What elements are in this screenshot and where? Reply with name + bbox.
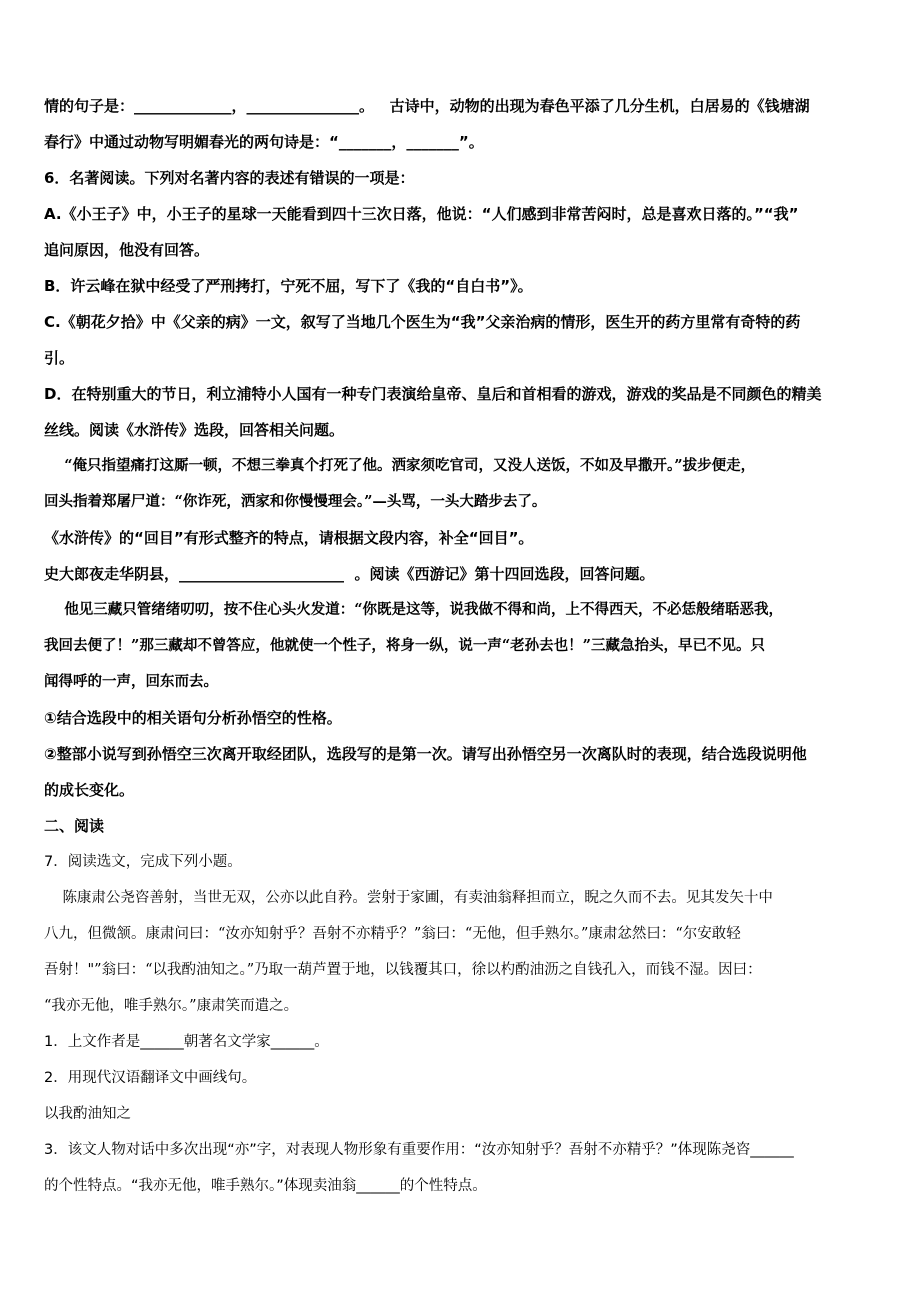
text-line: 情的句子是：_____________，_______________。 古诗中，动物的出现为春色平添了几分生机，白居易的《钱塘湖 (44, 97, 810, 115)
text-line: 引。 (44, 349, 75, 367)
text-line: 《水浒传》的“回目”有形式整齐的特点，请根据文段内容，补全“回目”。 (44, 529, 534, 547)
document-page (44, 88, 876, 1204)
text-line: 史大郎夜走华阴县，______________________ 。阅读《西游记》第十四回选段，回答问题。 (44, 565, 655, 583)
text-line: ①结合选段中的相关语句分析孙悟空的性格。 (44, 709, 342, 727)
text-line: 丝线。阅读《水浒传》选段，回答相关问题。 (44, 421, 345, 439)
text-line: 回头指着郑屠尸道：“你诈死，洒家和你慢慢理会。”—头骂，一头大踏步去了。 (44, 493, 547, 510)
text-line: 的成长变化。 (44, 781, 135, 799)
text-line: 他见三藏只管绪绪叨叨，按不住心头火发道：“你既是这等，说我做不得和尚，上不得西天，不必恁般绪聒恶我， (44, 601, 784, 618)
text-line: ②整部小说写到孙悟空三次离开取经团队，选段写的是第一次。请写出孙悟空另一次离队时的表现，结合选段说明他 (44, 745, 807, 763)
text-line: 追问原因，他没有回答。 (44, 241, 210, 259)
section-heading: 二、阅读 (44, 817, 105, 835)
text-line: B．许云峰在狱中经受了严刑拷打，宁死不屈，写下了《我的“自白书”》。 (44, 277, 533, 295)
text-line: 7．阅读选文，完成下列小题。 (44, 854, 242, 870)
text-line: 3．该文人物对话中多次出现“亦”字，对表现人物形象有重要作用：“汝亦知射乎？吾射不亦精乎？”体现陈尧咨______ (44, 1142, 794, 1158)
text-line: 春行》中通过动物写明媚春光的两句诗是：“_______，_______”。 (44, 133, 484, 151)
text-line: “俺只指望痛打这厮一顿，不想三拳真个打死了他。洒家须吃官司，又没人送饭，不如及早撒开。”拔步便走， (44, 457, 756, 474)
text-line: “我亦无他，唯手熟尔。”康肃笑而遣之。 (44, 998, 299, 1014)
text-line: 1．上文作者是______朝著名文学家______。 (44, 1034, 329, 1050)
text-line: 陈康肃公尧咨善射，当世无双，公亦以此自矜。尝射于家圃，有卖油翁释担而立，睨之久而不去。见其发矢十中 (44, 890, 773, 906)
text-line: A.《小王子》中，小王子的星球一天能看到四十三次日落，他说：“人们感到非常苦闷时，总是喜欢日落的。”“我” (44, 205, 799, 223)
text-line: 2．用现代汉语翻译文中画线句。 (44, 1070, 257, 1086)
text-line: 以我酌油知之 (44, 1106, 131, 1122)
text-line: D．在特别重大的节日，利立浦特小人国有一种专门表演给皇帝、皇后和首相看的游戏，游戏的奖品是不同颜色的精美 (44, 385, 822, 403)
text-line: 吾射！"”翁曰：“以我酌油知之。”乃取一葫芦置于地，以钱覆其口，徐以杓酌油沥之自钱孔入，而钱不湿。因曰： (44, 962, 762, 978)
text-line: C.《朝花夕拾》中《父亲的病》一文，叙写了当地几个医生为“我”父亲治病的情形，医生开的药方里常有奇特的药 (44, 313, 801, 331)
text-line: 闻得呼的一声，回东而去。 (44, 673, 218, 690)
text-line: 八九，但微颔。康肃问曰：“汝亦知射乎？吾射不亦精乎？”翁曰：“无他，但手熟尔。”康肃忿然曰：“尔安敢轻 (44, 926, 741, 942)
text-line: 6．名著阅读。下列对名著内容的表述有错误的一项是： (44, 169, 415, 187)
text-line: 我回去便了！”那三藏却不曾答应，他就使一个性子，将身一纵，说一声“老孙去也！”三藏急抬头，早已不见。只 (44, 637, 766, 654)
text-line: 的个性特点。“我亦无他，唯手熟尔。”体现卖油翁______的个性特点。 (44, 1178, 487, 1194)
